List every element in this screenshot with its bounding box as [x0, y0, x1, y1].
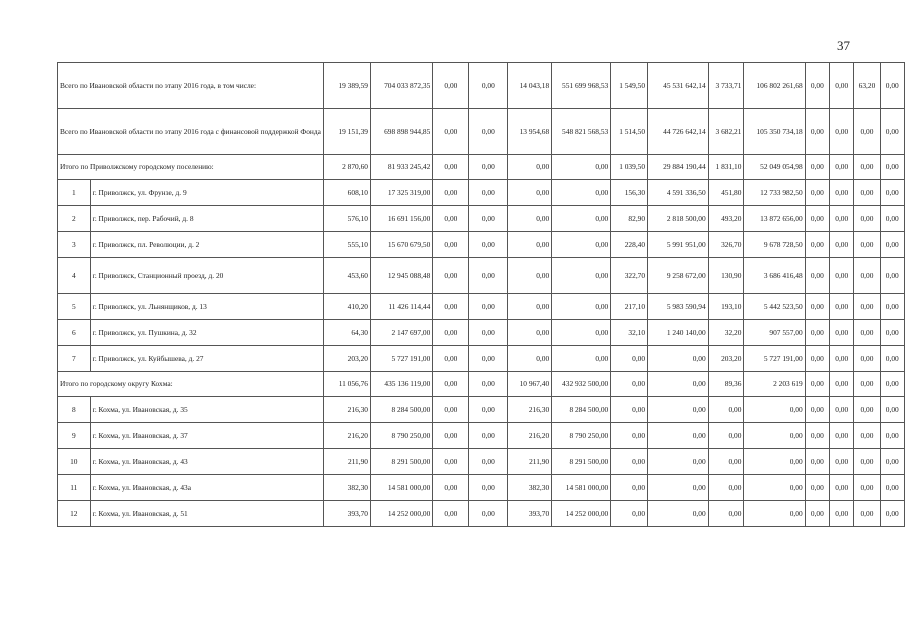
row-number: 3: [58, 232, 91, 258]
value-cell: 0,00: [854, 346, 880, 372]
value-cell: 0,00: [469, 63, 508, 109]
program-table: [57, 62, 905, 527]
value-cell: 0,00: [433, 63, 469, 109]
value-cell: 0,00: [805, 501, 829, 527]
value-cell: 0,00: [552, 346, 611, 372]
value-cell: 576,10: [323, 206, 370, 232]
value-cell: 0,00: [469, 180, 508, 206]
value-cell: 0,00: [854, 423, 880, 449]
value-cell: 555,10: [323, 232, 370, 258]
value-cell: 0,00: [805, 258, 829, 294]
value-cell: 19 151,39: [323, 109, 370, 155]
value-cell: 0,00: [708, 449, 744, 475]
value-cell: 5 991 951,00: [648, 232, 709, 258]
value-cell: 0,00: [552, 206, 611, 232]
value-cell: 0,00: [805, 397, 829, 423]
value-cell: 0,00: [854, 449, 880, 475]
value-cell: 216,20: [508, 423, 552, 449]
value-cell: 493,20: [708, 206, 744, 232]
value-cell: 64,30: [323, 320, 370, 346]
value-cell: 0,00: [469, 320, 508, 346]
value-cell: 0,00: [805, 320, 829, 346]
address-cell: г. Приволжск, ул. Льнянщиков, д. 13: [90, 294, 323, 320]
row-number: 4: [58, 258, 91, 294]
value-cell: 1 240 140,00: [648, 320, 709, 346]
value-cell: 0,00: [469, 397, 508, 423]
value-cell: 0,00: [805, 475, 829, 501]
value-cell: 0,00: [433, 258, 469, 294]
value-cell: 0,00: [805, 63, 829, 109]
table-body: [58, 63, 905, 527]
value-cell: 0,00: [469, 449, 508, 475]
value-cell: 0,00: [805, 155, 829, 180]
value-cell: 0,00: [552, 258, 611, 294]
value-cell: 435 136 119,00: [371, 372, 433, 397]
value-cell: 2 203 619: [744, 372, 805, 397]
value-cell: 216,30: [323, 397, 370, 423]
value-cell: 0,00: [880, 475, 904, 501]
value-cell: 322,70: [611, 258, 648, 294]
summary-row: [58, 63, 905, 109]
value-cell: 0,00: [508, 320, 552, 346]
address-cell: г. Приволжск, ул. Пушкина, д. 32: [90, 320, 323, 346]
value-cell: 15 670 679,50: [371, 232, 433, 258]
address-cell: г. Приволжск, Станционный проезд, д. 20: [90, 258, 323, 294]
value-cell: 0,00: [880, 501, 904, 527]
value-cell: 393,70: [508, 501, 552, 527]
value-cell: 0,00: [552, 232, 611, 258]
group-total-row: [58, 372, 905, 397]
value-cell: 548 821 568,53: [552, 109, 611, 155]
value-cell: 12 945 088,48: [371, 258, 433, 294]
value-cell: 0,00: [508, 206, 552, 232]
value-cell: 0,00: [880, 206, 904, 232]
value-cell: 0,00: [433, 346, 469, 372]
value-cell: 0,00: [433, 320, 469, 346]
value-cell: 0,00: [880, 346, 904, 372]
value-cell: 10 967,40: [508, 372, 552, 397]
value-cell: 0,00: [469, 475, 508, 501]
value-cell: 0,00: [830, 63, 854, 109]
value-cell: 0,00: [708, 475, 744, 501]
value-cell: 2 818 500,00: [648, 206, 709, 232]
value-cell: 0,00: [854, 180, 880, 206]
value-cell: 451,80: [708, 180, 744, 206]
value-cell: 0,00: [469, 155, 508, 180]
row-number: 1: [58, 180, 91, 206]
row-number: 6: [58, 320, 91, 346]
value-cell: 14 252 000,00: [371, 501, 433, 527]
value-cell: 228,40: [611, 232, 648, 258]
row-number: 8: [58, 397, 91, 423]
value-cell: 0,00: [854, 258, 880, 294]
value-cell: 0,00: [648, 423, 709, 449]
group-label: Итого по городскому округу Кохма:: [58, 372, 324, 397]
address-cell: г. Приволжск, пл. Революции, д. 2: [90, 232, 323, 258]
value-cell: 4 591 336,50: [648, 180, 709, 206]
value-cell: 0,00: [880, 397, 904, 423]
value-cell: 0,00: [611, 501, 648, 527]
value-cell: 0,00: [805, 423, 829, 449]
value-cell: 0,00: [552, 294, 611, 320]
value-cell: 8 284 500,00: [552, 397, 611, 423]
value-cell: 0,00: [508, 232, 552, 258]
value-cell: 0,00: [854, 294, 880, 320]
value-cell: 0,00: [805, 232, 829, 258]
value-cell: 8 284 500,00: [371, 397, 433, 423]
summary-label: Всего по Ивановской области по этапу 2016 года, в том числе:: [58, 63, 324, 109]
value-cell: 0,00: [830, 346, 854, 372]
value-cell: 0,00: [469, 294, 508, 320]
value-cell: 382,30: [323, 475, 370, 501]
value-cell: 0,00: [854, 475, 880, 501]
value-cell: 106 802 261,68: [744, 63, 805, 109]
value-cell: 0,00: [880, 109, 904, 155]
value-cell: 8 291 500,00: [552, 449, 611, 475]
address-cell: г. Кохма, ул. Ивановская, д. 35: [90, 397, 323, 423]
value-cell: 14 252 000,00: [552, 501, 611, 527]
value-cell: 0,00: [648, 346, 709, 372]
table-row: [58, 258, 905, 294]
value-cell: 0,00: [744, 449, 805, 475]
value-cell: 0,00: [830, 372, 854, 397]
value-cell: 1 831,10: [708, 155, 744, 180]
value-cell: 105 350 734,18: [744, 109, 805, 155]
value-cell: 52 049 054,98: [744, 155, 805, 180]
value-cell: 0,00: [830, 294, 854, 320]
value-cell: 0,00: [880, 449, 904, 475]
value-cell: 193,10: [708, 294, 744, 320]
value-cell: 0,00: [552, 180, 611, 206]
value-cell: 0,00: [508, 258, 552, 294]
value-cell: 0,00: [830, 180, 854, 206]
value-cell: 0,00: [880, 320, 904, 346]
value-cell: 0,00: [433, 397, 469, 423]
value-cell: 0,00: [433, 180, 469, 206]
value-cell: 0,00: [880, 294, 904, 320]
value-cell: 0,00: [508, 346, 552, 372]
value-cell: 5 442 523,50: [744, 294, 805, 320]
value-cell: 0,00: [433, 109, 469, 155]
value-cell: 0,00: [508, 155, 552, 180]
row-number: 7: [58, 346, 91, 372]
value-cell: 907 557,00: [744, 320, 805, 346]
value-cell: 0,00: [830, 109, 854, 155]
value-cell: 698 898 944,85: [371, 109, 433, 155]
value-cell: 1 039,50: [611, 155, 648, 180]
value-cell: 393,70: [323, 501, 370, 527]
value-cell: 0,00: [611, 423, 648, 449]
value-cell: 0,00: [648, 501, 709, 527]
value-cell: 608,10: [323, 180, 370, 206]
value-cell: 0,00: [469, 372, 508, 397]
value-cell: 19 389,59: [323, 63, 370, 109]
value-cell: 0,00: [648, 372, 709, 397]
value-cell: 2 147 697,00: [371, 320, 433, 346]
value-cell: 16 691 156,00: [371, 206, 433, 232]
row-number: 12: [58, 501, 91, 527]
value-cell: 0,00: [880, 232, 904, 258]
value-cell: 0,00: [830, 501, 854, 527]
group-label: Итого по Приволжскому городскому поселению:: [58, 155, 324, 180]
value-cell: 0,00: [805, 180, 829, 206]
value-cell: 0,00: [433, 449, 469, 475]
value-cell: 216,20: [323, 423, 370, 449]
value-cell: 0,00: [854, 155, 880, 180]
address-cell: г. Кохма, ул. Ивановская, д. 43: [90, 449, 323, 475]
value-cell: 0,00: [611, 397, 648, 423]
value-cell: 9 258 672,00: [648, 258, 709, 294]
value-cell: 0,00: [433, 501, 469, 527]
value-cell: 0,00: [854, 109, 880, 155]
value-cell: 0,00: [830, 232, 854, 258]
value-cell: 0,00: [611, 346, 648, 372]
value-cell: 0,00: [648, 449, 709, 475]
value-cell: 0,00: [469, 109, 508, 155]
value-cell: 0,00: [648, 397, 709, 423]
value-cell: 0,00: [469, 232, 508, 258]
row-number: 9: [58, 423, 91, 449]
value-cell: 8 790 250,00: [371, 423, 433, 449]
value-cell: 211,90: [323, 449, 370, 475]
value-cell: 551 699 968,53: [552, 63, 611, 109]
summary-row: [58, 109, 905, 155]
value-cell: 3 733,71: [708, 63, 744, 109]
table-row: [58, 320, 905, 346]
value-cell: 0,00: [508, 294, 552, 320]
value-cell: 0,00: [433, 423, 469, 449]
value-cell: 0,00: [830, 258, 854, 294]
value-cell: 8 790 250,00: [552, 423, 611, 449]
value-cell: 17 325 319,00: [371, 180, 433, 206]
value-cell: 0,00: [805, 449, 829, 475]
value-cell: 5 727 191,00: [744, 346, 805, 372]
value-cell: 2 870,60: [323, 155, 370, 180]
value-cell: 9 678 728,50: [744, 232, 805, 258]
value-cell: 0,00: [830, 475, 854, 501]
table-row: [58, 294, 905, 320]
value-cell: 0,00: [708, 501, 744, 527]
value-cell: 0,00: [854, 397, 880, 423]
value-cell: 0,00: [611, 372, 648, 397]
value-cell: 382,30: [508, 475, 552, 501]
value-cell: 32,20: [708, 320, 744, 346]
value-cell: 0,00: [744, 423, 805, 449]
table-row: [58, 449, 905, 475]
row-number: 2: [58, 206, 91, 232]
value-cell: 14 581 000,00: [371, 475, 433, 501]
value-cell: 203,20: [708, 346, 744, 372]
value-cell: 704 033 872,35: [371, 63, 433, 109]
value-cell: 0,00: [433, 232, 469, 258]
value-cell: 5 983 590,94: [648, 294, 709, 320]
value-cell: 0,00: [880, 372, 904, 397]
table-row: [58, 206, 905, 232]
value-cell: 216,30: [508, 397, 552, 423]
address-cell: г. Приволжск, ул. Куйбышева, д. 27: [90, 346, 323, 372]
value-cell: 0,00: [744, 475, 805, 501]
table-row: [58, 423, 905, 449]
value-cell: 12 733 982,50: [744, 180, 805, 206]
value-cell: 13 954,68: [508, 109, 552, 155]
table-row: [58, 346, 905, 372]
value-cell: 13 872 656,00: [744, 206, 805, 232]
value-cell: 32,10: [611, 320, 648, 346]
value-cell: 130,90: [708, 258, 744, 294]
value-cell: 0,00: [433, 206, 469, 232]
value-cell: 0,00: [433, 294, 469, 320]
value-cell: 8 291 500,00: [371, 449, 433, 475]
address-cell: г. Приволжск, пер. Рабочий, д. 8: [90, 206, 323, 232]
value-cell: 1 514,50: [611, 109, 648, 155]
address-cell: г. Кохма, ул. Ивановская, д. 37: [90, 423, 323, 449]
value-cell: 217,10: [611, 294, 648, 320]
value-cell: 81 933 245,42: [371, 155, 433, 180]
row-number: 10: [58, 449, 91, 475]
value-cell: 3 686 416,48: [744, 258, 805, 294]
value-cell: 0,00: [854, 232, 880, 258]
value-cell: 0,00: [508, 180, 552, 206]
summary-label: Всего по Ивановской области по этапу 2016 года с финансовой поддержкой Фонда: [58, 109, 324, 155]
value-cell: 5 727 191,00: [371, 346, 433, 372]
value-cell: 14 581 000,00: [552, 475, 611, 501]
table-row: [58, 475, 905, 501]
value-cell: 203,20: [323, 346, 370, 372]
value-cell: 0,00: [611, 475, 648, 501]
value-cell: 0,00: [744, 397, 805, 423]
value-cell: 0,00: [830, 449, 854, 475]
value-cell: 82,90: [611, 206, 648, 232]
value-cell: 0,00: [854, 372, 880, 397]
address-cell: г. Кохма, ул. Ивановская, д. 43а: [90, 475, 323, 501]
value-cell: 0,00: [880, 423, 904, 449]
value-cell: 14 043,18: [508, 63, 552, 109]
value-cell: 11 426 114,44: [371, 294, 433, 320]
value-cell: 156,30: [611, 180, 648, 206]
value-cell: 0,00: [433, 155, 469, 180]
value-cell: 0,00: [880, 180, 904, 206]
value-cell: 0,00: [805, 294, 829, 320]
value-cell: 44 726 642,14: [648, 109, 709, 155]
value-cell: 0,00: [805, 372, 829, 397]
value-cell: 0,00: [469, 258, 508, 294]
value-cell: 0,00: [552, 320, 611, 346]
value-cell: 0,00: [830, 206, 854, 232]
value-cell: 0,00: [854, 501, 880, 527]
value-cell: 0,00: [469, 206, 508, 232]
value-cell: 3 682,21: [708, 109, 744, 155]
value-cell: 0,00: [469, 423, 508, 449]
value-cell: 0,00: [433, 475, 469, 501]
address-cell: г. Приволжск, ул. Фрунзе, д. 9: [90, 180, 323, 206]
value-cell: 0,00: [469, 501, 508, 527]
value-cell: 0,00: [880, 155, 904, 180]
value-cell: 0,00: [830, 155, 854, 180]
value-cell: 0,00: [830, 320, 854, 346]
value-cell: 0,00: [744, 501, 805, 527]
table-row: [58, 232, 905, 258]
value-cell: 410,20: [323, 294, 370, 320]
row-number: 11: [58, 475, 91, 501]
value-cell: 0,00: [880, 63, 904, 109]
value-cell: 0,00: [880, 258, 904, 294]
value-cell: 11 056,76: [323, 372, 370, 397]
value-cell: 432 932 500,00: [552, 372, 611, 397]
value-cell: 0,00: [830, 423, 854, 449]
value-cell: 0,00: [611, 449, 648, 475]
value-cell: 63,20: [854, 63, 880, 109]
value-cell: 0,00: [552, 155, 611, 180]
value-cell: 0,00: [708, 397, 744, 423]
value-cell: 0,00: [708, 423, 744, 449]
table-row: [58, 397, 905, 423]
value-cell: 326,70: [708, 232, 744, 258]
page-number: 37: [837, 38, 850, 53]
value-cell: 1 549,50: [611, 63, 648, 109]
table-row: [58, 501, 905, 527]
row-number: 5: [58, 294, 91, 320]
value-cell: 0,00: [805, 206, 829, 232]
value-cell: 211,90: [508, 449, 552, 475]
value-cell: 453,60: [323, 258, 370, 294]
value-cell: 29 884 190,44: [648, 155, 709, 180]
address-cell: г. Кохма, ул. Ивановская, д. 51: [90, 501, 323, 527]
value-cell: 0,00: [648, 475, 709, 501]
value-cell: 0,00: [805, 346, 829, 372]
table-row: [58, 180, 905, 206]
value-cell: 0,00: [854, 320, 880, 346]
value-cell: 0,00: [469, 346, 508, 372]
value-cell: 0,00: [433, 372, 469, 397]
value-cell: 0,00: [854, 206, 880, 232]
value-cell: 0,00: [830, 397, 854, 423]
value-cell: 0,00: [805, 109, 829, 155]
group-total-row: [58, 155, 905, 180]
value-cell: 89,36: [708, 372, 744, 397]
value-cell: 45 531 642,14: [648, 63, 709, 109]
